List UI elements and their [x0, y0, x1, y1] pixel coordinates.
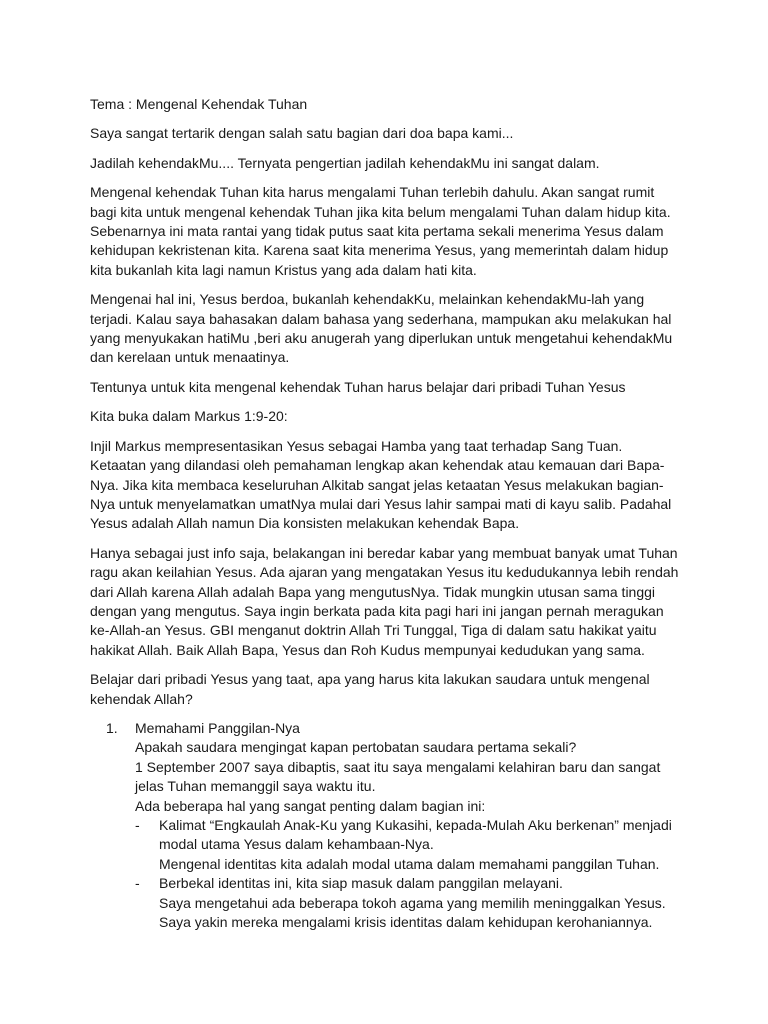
numbered-list: [90, 719, 680, 932]
bullet-followup: Mengenal identitas kita adalah modal utama dalam memahami panggilan Tuhan.: [159, 855, 660, 872]
paragraph-mengenal: Mengenal kehendak Tuhan kita harus mengalami Tuhan terlebih dahulu. Akan sangat rumit bagi kita untuk mengenal kehendak Tuhan jika kita belum mengalami Tuhan dalam hidup kita. Sebenarnya ini mata rantai yang tidak putus saat kita pertama sekali menerima Yesus dalam kehidupan kekristenan kita. Karena saat kita menerima Yesus, yang memerintah dalam hidup kita bukanlah kita lagi namun Kristus yang ada dalam hati kita.: [90, 184, 671, 278]
list-number: 1.: [106, 719, 118, 736]
bullet-item: [135, 874, 680, 932]
bullet-dash: -: [135, 875, 140, 892]
paragraph-just-info: Hanya sebagai just info saja, belakangan ini beredar kabar yang membuat banyak umat Tuhan ragu akan keilahian Yesus. Ada ajaran yang mengatakan Yesus itu kedudukannya lebih rendah dari Allah karena Allah adalah Bapa yang mengutusNya. Tidak mungkin utusan sama tinggi dengan yang mengutus. Saya ingin berkata pada kita pagi hari ini jangan pernah meragukan ke-Allah-an Yesus. GBI menganut doktrin Allah Tri Tunggal, Tiga di dalam satu hakikat yaitu hakikat Allah. Baik Allah Bapa, Yesus dan Roh Kudus mempunyai kedudukan yang sama.: [90, 544, 679, 658]
list-heading: Memahami Panggilan-Nya: [135, 719, 300, 736]
bullet-item: [135, 816, 680, 874]
list-line: Apakah saudara mengingat kapan pertobatan saudara pertama sekali?: [135, 739, 577, 756]
document-body: [90, 95, 680, 932]
paragraph-markus: Kita buka dalam Markus 1:9-20:: [90, 408, 288, 425]
paragraph-belajar: Tentunya untuk kita mengenal kehendak Tuhan harus belajar dari pribadi Tuhan Yesus: [90, 378, 626, 395]
paragraph-injil-markus: Injil Markus mempresentasikan Yesus sebagai Hamba yang taat terhadap Sang Tuan. Ketaatan yang dilandasi oleh pemahaman lengkap akan kehendak atau kemauan dari Bapa-Nya. Jika kita membaca keseluruhan Alkitab sangat jelas ketaatan Yesus melakukan bagian-Nya untuk menyelamatkan umatNya mulai dari Yesus lahir sampai mati di kayu salib. Padahal Yesus adalah Allah namun Dia konsisten melakukan kehendak Bapa.: [90, 437, 672, 532]
list-line: 1 September 2007 saya dibaptis, saat itu saya mengalami kelahiran baru dan sangat jelas Tuhan memanggil saya waktu itu.: [135, 758, 661, 795]
bullet-dash: -: [135, 817, 140, 833]
paragraph-jadilah: Jadilah kehendakMu.... Ternyata pengertian jadilah kehendakMu ini sangat dalam.: [90, 154, 600, 171]
list-item: [90, 719, 680, 932]
list-line: Ada beberapa hal yang sangat penting dalam bagian ini:: [135, 797, 486, 814]
bullet-text: Kalimat “Engkaulah Anak-Ku yang Kukasihi, kepada-Mulah Aku berkenan” menjadi modal utama Yesus dalam kehambaan-Nya.: [159, 817, 672, 853]
bullet-followup: Saya mengetahui ada beberapa tokoh agama yang memilih meninggalkan Yesus. Saya yakin mereka mengalami krisis identitas dalam kehidupan kerohaniannya.: [159, 894, 666, 931]
paragraph-intro: Saya sangat tertarik dengan salah satu bagian dari doa bapa kami...: [90, 125, 514, 142]
document-title: Tema : Mengenal Kehendak Tuhan: [90, 96, 308, 112]
bullet-text: Berbekal identitas ini, kita siap masuk dalam panggilan melayani.: [159, 875, 563, 892]
paragraph-yesus-berdoa: Mengenai hal ini, Yesus berdoa, bukanlah kehendakKu, melainkan kehendakMu-lah yang terjadi. Kalau saya bahasakan dalam bahasa yang sederhana, mampukan aku melakukan hal yang menyukakan hatiMu ,beri aku anugerah yang diperlukan untuk mengetahui kehendakMu dan kerelaan untuk menaatinya.: [90, 291, 673, 366]
paragraph-question: Belajar dari pribadi Yesus yang taat, apa yang harus kita lakukan saudara untuk mengenal kehendak Allah?: [90, 671, 650, 707]
bullet-list: [135, 816, 680, 932]
